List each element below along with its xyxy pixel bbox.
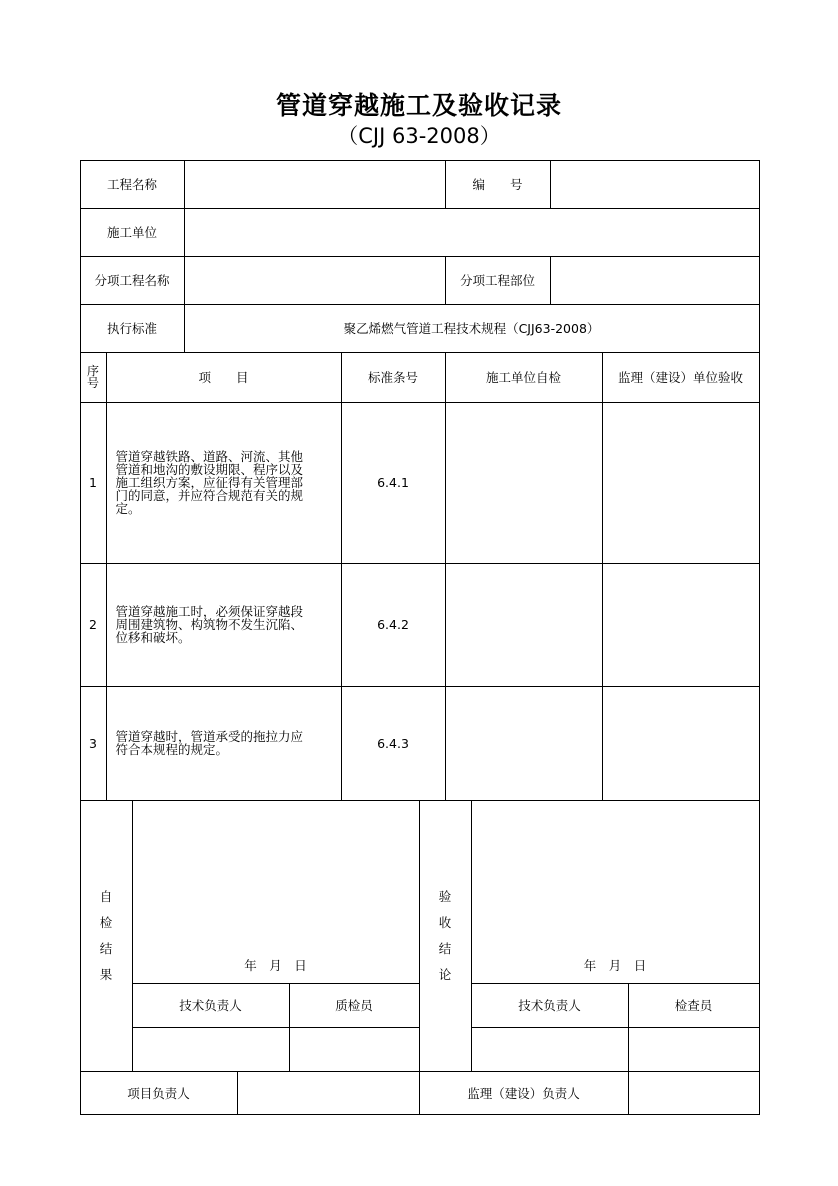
self-result-date: 年 月 日 [244,957,307,973]
row-3-self-check[interactable] [445,686,603,801]
seq-header-1: 序 [86,364,99,378]
project-lead-label: 项目负责人 [80,1071,238,1115]
acceptance-char: 结 [438,940,452,956]
row-2-no: 2 [80,563,107,687]
clause-header: 标准条号 [341,352,446,403]
project-name-label: 工程名称 [80,160,185,209]
self-tech-lead-label: 技术负责人 [132,983,290,1028]
sub-project-location-label: 分项工程部位 [445,256,551,305]
form-subtitle: （CJJ 63-2008） [337,124,501,148]
construction-unit-label: 施工单位 [80,208,185,257]
seq-header-2: 号 [86,376,99,390]
row-2-self-check[interactable] [445,563,603,687]
qc-label: 质检员 [289,983,420,1028]
row-3-clause: 6.4.3 [341,686,446,801]
construction-unit-field[interactable] [184,208,760,257]
item-header: 项 目 [106,352,342,403]
sub-project-location-field[interactable] [550,256,760,305]
row-1-item: 管道穿越铁路、道路、河流、其他管道和地沟的敷设期限、程序以及施工组织方案，应征得有关管理部门的同意，并应符合规范有关的规定。 [106,402,342,564]
self-result-area[interactable] [132,800,420,984]
number-field[interactable] [550,160,760,209]
form-title: 管道穿越施工及验收记录 [275,91,562,120]
row-3-no: 3 [80,686,107,801]
row-2-item: 管道穿越施工时，必须保证穿越段周围建筑物、构筑物不发生沉陷、位移和破坏。 [106,563,342,687]
row-1-clause: 6.4.1 [341,402,446,564]
self-check-header: 施工单位自检 [445,352,603,403]
row-1-no: 1 [80,402,107,564]
row-2-clause: 6.4.2 [341,563,446,687]
acceptance-char: 论 [438,966,452,982]
standard-label: 执行标准 [80,304,185,353]
project-name-field[interactable] [184,160,446,209]
self-result-char: 结 [99,940,113,956]
row-1-self-check[interactable] [445,402,603,564]
seq-header [80,352,107,403]
row-3-supervision[interactable] [602,686,760,801]
supervision-lead-label: 监理（建设）负责人 [419,1071,629,1115]
acceptance-label [419,800,472,1072]
self-result-char: 检 [99,914,113,930]
acc-tech-lead-label: 技术负责人 [471,983,629,1028]
number-label: 编 号 [445,160,551,209]
inspector-label: 检查员 [628,983,760,1028]
self-result-char: 自 [99,888,113,904]
supervision-lead-signature[interactable] [628,1071,760,1115]
self-tech-lead-signature[interactable] [132,1027,290,1072]
sub-project-name-label: 分项工程名称 [80,256,185,305]
acc-tech-lead-signature[interactable] [471,1027,629,1072]
acceptance-date: 年 月 日 [583,957,647,973]
self-result-char: 果 [99,966,113,982]
acceptance-char: 收 [438,914,452,930]
acceptance-area[interactable] [471,800,760,984]
acceptance-char: 验 [438,888,452,904]
project-lead-signature[interactable] [237,1071,420,1115]
inspector-signature[interactable] [628,1027,760,1072]
row-1-supervision[interactable] [602,402,760,564]
row-3-item: 管道穿越时，管道承受的拖拉力应符合本规程的规定。 [106,686,342,801]
row-2-supervision[interactable] [602,563,760,687]
qc-signature[interactable] [289,1027,420,1072]
standard-value: 聚乙烯燃气管道工程技术规程（CJJ63-2008） [184,304,760,353]
supervision-header: 监理（建设）单位验收 [602,352,760,403]
sub-project-name-field[interactable] [184,256,446,305]
self-result-label [80,800,133,1072]
